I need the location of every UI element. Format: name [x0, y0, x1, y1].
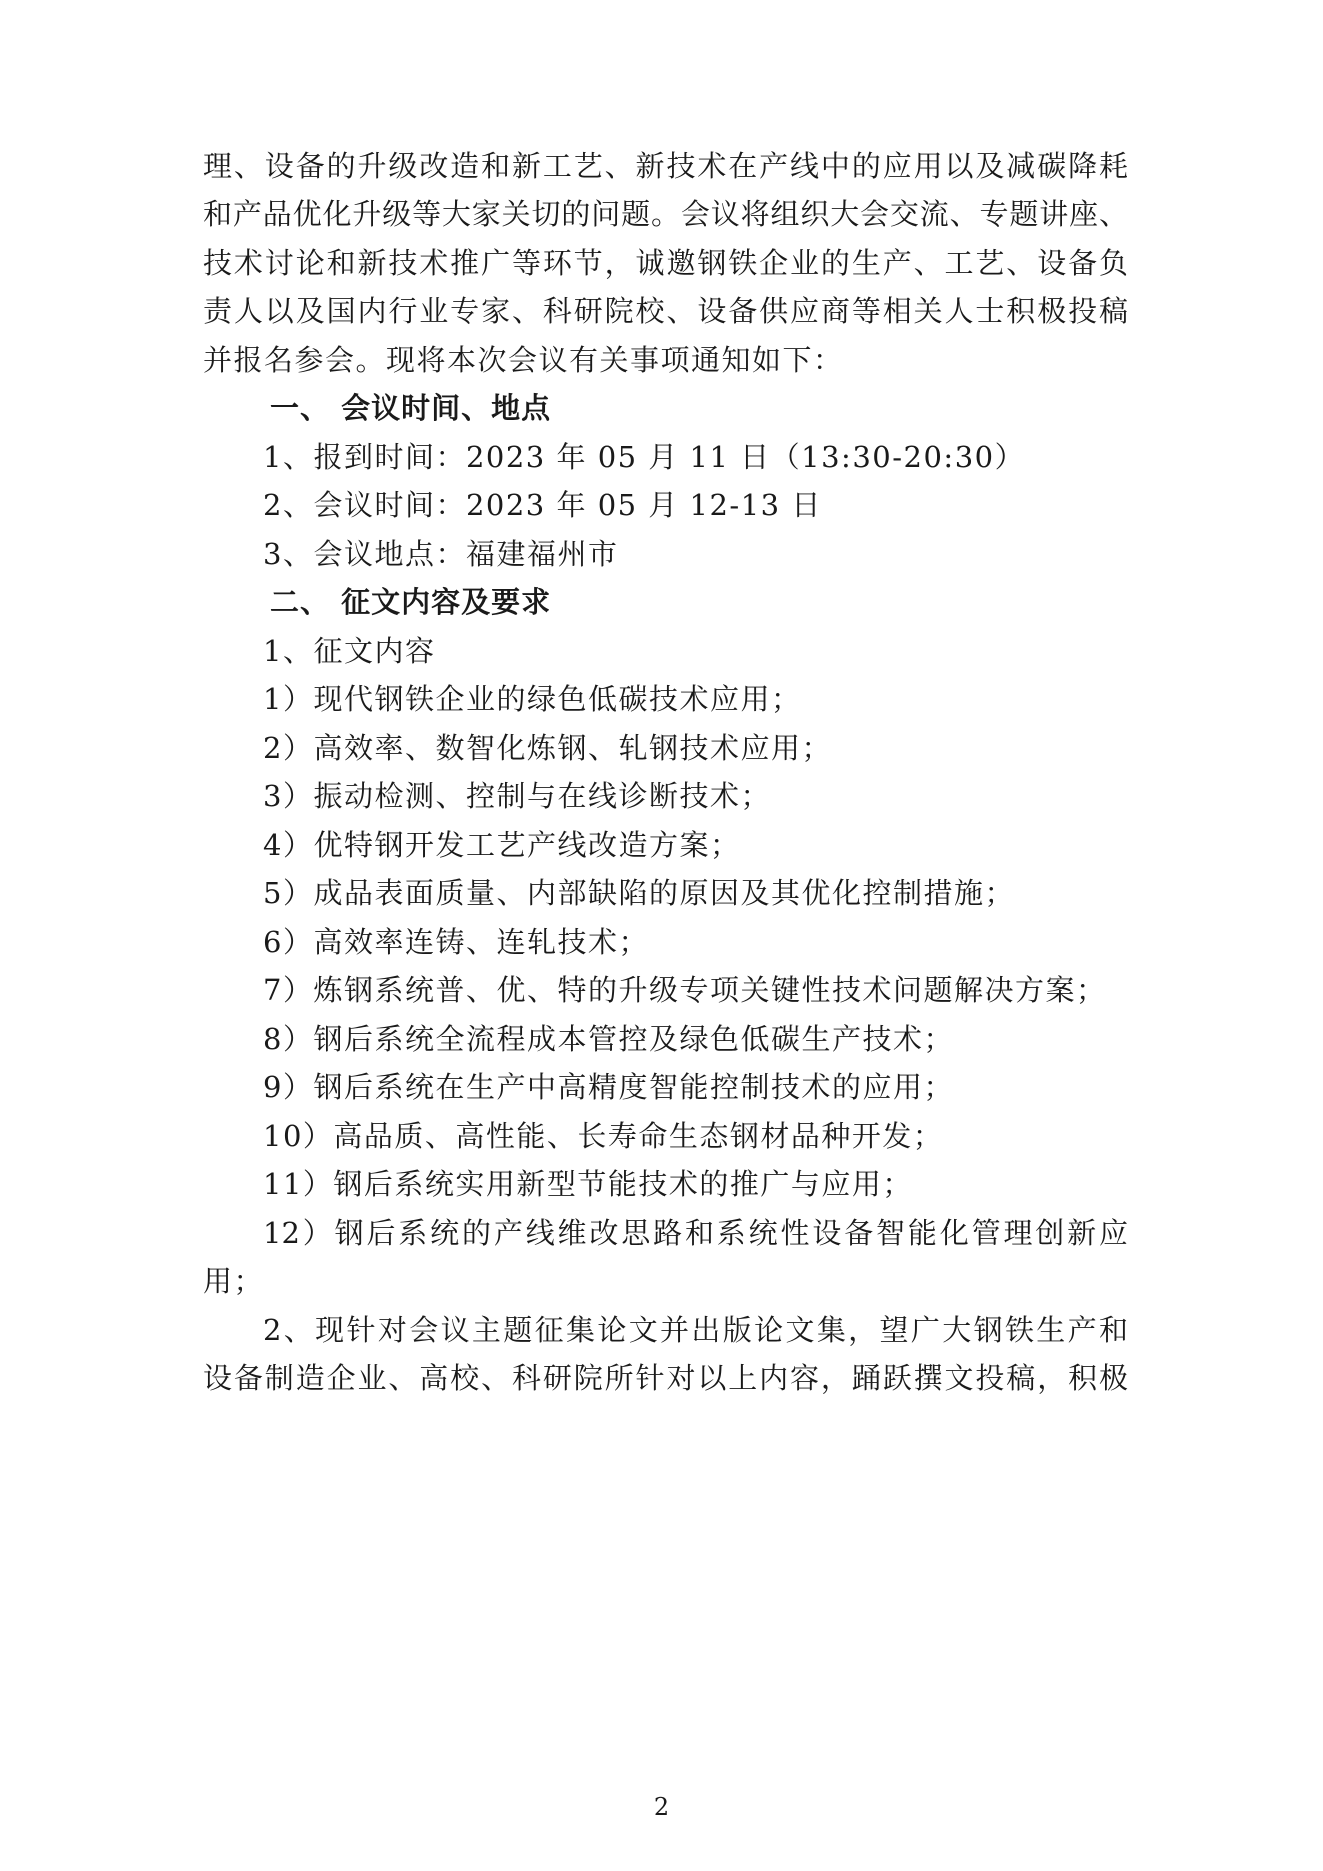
registration-time: 1、报到时间：2023 年 05 月 11 日（13:30-20:30） — [263, 440, 1026, 474]
topic-item: 9）钢后系统在生产中高精度智能控制技术的应用； — [263, 1070, 954, 1104]
topic-item: 7）炼钢系统普、优、特的升级专项关键性技术问题解决方案； — [263, 973, 1107, 1007]
submission-paragraph-line-2: 设备制造企业、高校、科研院所针对以上内容，踊跃撰文投稿，积极 — [203, 1361, 1128, 1395]
topic-item: 11）钢后系统实用新型节能技术的推广与应用； — [263, 1167, 913, 1201]
meeting-time: 2、会议时间：2023 年 05 月 12-13 日 — [263, 488, 822, 522]
meeting-location: 3、会议地点：福建福州市 — [263, 537, 619, 571]
intro-line-5: 并报名参会。现将本次会议有关事项通知如下： — [203, 343, 844, 377]
call-for-papers-subheading: 1、征文内容 — [263, 634, 436, 668]
topic-item: 4）优特钢开发工艺产线改造方案； — [263, 828, 741, 862]
section-heading-call-for-papers: 二、 征文内容及要求 — [270, 585, 552, 619]
topic-item: 10）高品质、高性能、长寿命生态钢材品种开发； — [263, 1119, 944, 1153]
section-heading-time-location: 一、 会议时间、地点 — [270, 391, 552, 425]
topic-item: 5）成品表面质量、内部缺陷的原因及其优化控制措施； — [263, 876, 1015, 910]
topic-item-12-line-2: 用； — [203, 1264, 265, 1298]
submission-paragraph-line-1: 2、现针对会议主题征集论文并出版论文集，望广大钢铁生产和 — [263, 1313, 1128, 1347]
intro-line-4: 责人以及国内行业专家、科研院校、设备供应商等相关人士积极投稿 — [203, 294, 1128, 328]
page-number: 2 — [653, 1793, 670, 1821]
intro-line-3: 技术讨论和新技术推广等环节，诚邀钢铁企业的生产、工艺、设备负 — [203, 246, 1128, 280]
topic-item: 2）高效率、数智化炼钢、轧钢技术应用； — [263, 731, 832, 765]
topic-item: 8）钢后系统全流程成本管控及绿色低碳生产技术； — [263, 1022, 954, 1056]
topic-item: 3）振动检测、控制与在线诊断技术； — [263, 779, 771, 813]
intro-line-2: 和产品优化升级等大家关切的问题。会议将组织大会交流、专题讲座、 — [203, 197, 1128, 231]
topic-item: 6）高效率连铸、连轧技术； — [263, 925, 649, 959]
topic-item-12-line-1: 12）钢后系统的产线维改思路和系统性设备智能化管理创新应 — [263, 1216, 1128, 1250]
intro-line-1: 理、设备的升级改造和新工艺、新技术在产线中的应用以及减碳降耗 — [203, 149, 1128, 183]
topic-item: 1）现代钢铁企业的绿色低碳技术应用； — [263, 682, 802, 716]
